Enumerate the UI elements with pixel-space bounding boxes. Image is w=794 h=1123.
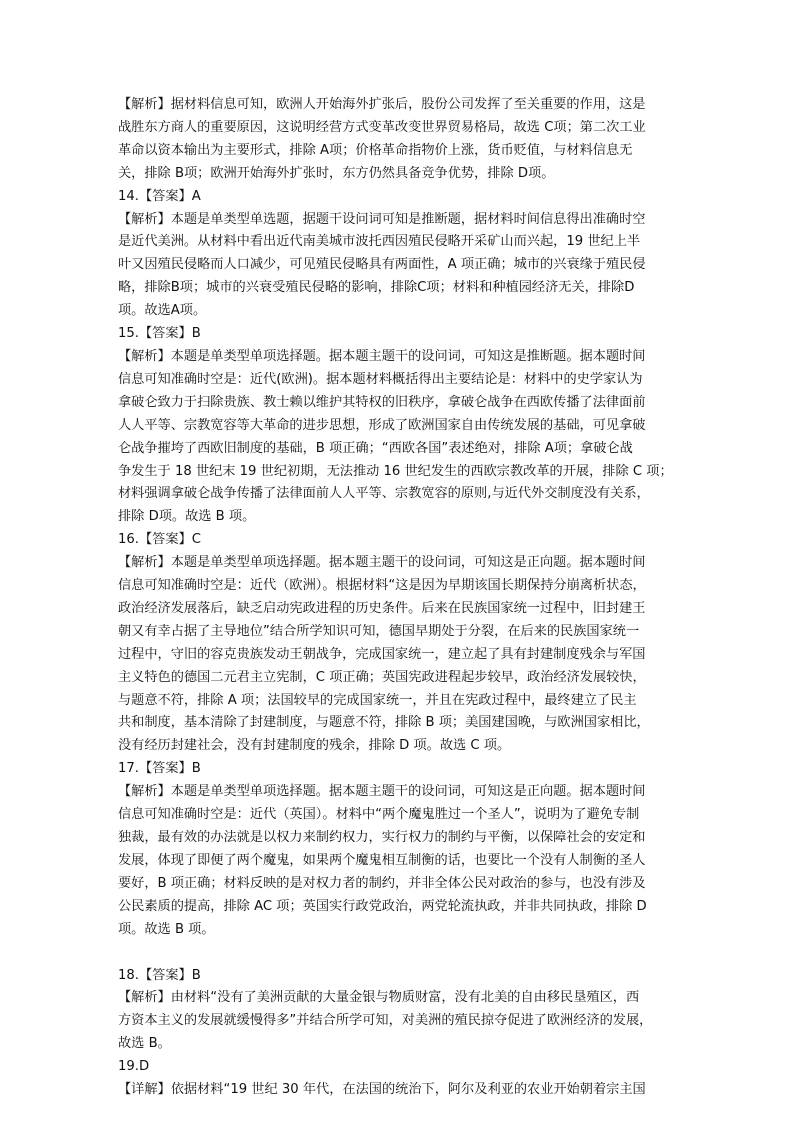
text-line: 人人平等、宗教宽容等大革命的进步思想，形成了欧洲国家自由传统发展的基础，可见拿破 (118, 417, 646, 433)
text-line: 共和制度，基本清除了封建制度，与题意不符，排除 B 项；美国建国晚，与欧洲国家相比， (118, 715, 650, 731)
text-line: 19.D (118, 1059, 150, 1075)
text-line: 材料强调拿破仑战争传播了法律面前人人平等、宗教宽容的原则,与近代外交制度没有关系， (118, 486, 650, 502)
text-line: 17.【答案】B (118, 761, 201, 777)
text-line: 争发生于 18 世纪末 19 世纪初期，无法推动 16 世纪发生的西欧宗教改革的开展，排除 C 项； (118, 463, 673, 479)
text-line: 【解析】据材料信息可知，欧洲人开始海外扩张后，股份公司发挥了至关重要的作用，这是 (118, 97, 646, 112)
text-line: 项。故选 B 项。 (118, 921, 215, 937)
text-line: 关，排除 B项；欧洲开始海外扩张时，东方仍然具备竞争优势，排除 D项。 (118, 165, 555, 181)
text-line: 主义特色的德国二元君主立宪制，C 项正确；英国宪政进程起步较早，政治经济发展较快， (118, 669, 646, 685)
text-line: 【解析】由材料“没有了美洲贡献的大量金银与物质财富，没有北美的自由移民垦殖区，西 (118, 990, 640, 1006)
text-line: 16.【答案】C (118, 532, 201, 548)
blank-line (118, 942, 678, 965)
text-line: 叶又因殖民侵略而人口减少，可见殖民侵略具有两面性，A 项正确；城市的兴衰缘于殖民侵 (118, 257, 646, 273)
text-line: 【详解】依据材料“19 世纪 30 年代，在法国的统治下，阿尔及利亚的农业开始朝着宗主国 (118, 1082, 646, 1098)
text-line: 朝又有幸占据了主导地位”结合所学知识可知，德国早期处于分裂，在后来的民族国家统一 (118, 623, 640, 639)
text-line: 【解析】本题是单类型单项选择题。据本题主题干的设问词，可知这是推断题。据本题时间 (118, 348, 646, 364)
text-line: 仑战争摧垮了西欧旧制度的基础，B 项正确；“西欧各国”表述绝对，排除 A项；拿破仑战 (118, 440, 633, 456)
text-line: 信息可知准确时空是：近代(欧洲)。据本题材料概括得出主要结论是：材料中的史学家认为 (118, 371, 643, 387)
text-line: 排除 D项。故选 B 项。 (118, 509, 256, 525)
text-line: 14.【答案】A (118, 188, 201, 204)
text-line: 15.【答案】B (118, 326, 201, 342)
text-line: 革命以资本输出为主要形式，排除 A项；价格革命指物价上涨，货币贬值，与材料信息无 (118, 142, 633, 158)
text-line: 政治经济发展落后，缺乏启动宪政进程的历史条件。后来在民族国家统一过程中，旧封建王 (118, 600, 646, 616)
text-line: 项。故选A项。 (118, 303, 207, 319)
text-line: 是近代美洲。从材料中看出近代南美城市波托西因殖民侵略开采矿山而兴起，19 世纪上半 (118, 234, 641, 250)
text-line: 战胜东方商人的重要原因，这说明经营方式变革改变世界贸易格局，故选 C项；第二次工业 (118, 119, 646, 135)
text-line: 公民素质的提高，排除 AC 项；英国实行政党政治，两党轮流执政，并非共同执政，排除 D (118, 898, 647, 914)
text-line: 独裁，最有效的办法就是以权力来制约权力，实行权力的制约与平衡，以保障社会的安定和 (118, 830, 646, 845)
text-line: 故选 B。 (118, 1036, 171, 1052)
text-line: 没有经历封建社会，没有封建制度的残余，排除 D 项。故选 C 项。 (118, 738, 511, 754)
text-line: 略，排除B项；城市的兴衰受殖民侵略的影响，排除C项；材料和种植园经济无关，排除D (118, 280, 635, 296)
text-line: 【解析】本题是单类型单项选择题。据本题主题干的设问词，可知这是正向题。据本题时间 (118, 784, 646, 800)
text-line: 要好，B 项正确；材料反映的是对权力者的制约，并非全体公民对政治的参与，也没有涉及 (118, 875, 646, 891)
text-line: 信息可知准确时空是：近代（欧洲）。根据材料“这是因为早期该国长期保持分崩离析状态， (118, 578, 646, 594)
text-line: 信息可知准确时空是：近代（英国）。材料中“两个魔鬼胜过一个圣人”，说明为了避免专制 (118, 807, 640, 823)
document-page (118, 94, 678, 1102)
text-line: 拿破仑致力于扫除贵族、教士赖以维护其特权的旧秩序，拿破仑战争在西欧传播了法律面前 (118, 394, 646, 410)
text-line: 【解析】本题是单类型单项选择题。据本题主题干的设问词，可知这是正向题。据本题时间 (118, 555, 646, 571)
text-line: 发展，体现了即便了两个魔鬼，如果两个魔鬼相互制衡的话，也要比一个没有人制衡的圣人 (118, 852, 646, 868)
text-line: 方资本主义的发展就缓慢得多”并结合所学可知，对美洲的殖民掠夺促进了欧洲经济的发展， (118, 1013, 653, 1029)
text-line: 【解析】本题是单类型单选题，据题干设问词可知是推断题，据材料时间信息得出准确时空 (118, 211, 646, 227)
text-line: 与题意不符，排除 A 项；法国较早的完成国家统一，并且在宪政过程中，最终建立了民主 (118, 692, 637, 708)
text-line: 过程中，守旧的容克贵族发动王朝战争，完成国家统一，建立起了具有封建制度残余与军国 (118, 646, 646, 662)
text-line: 18.【答案】B (118, 967, 201, 983)
